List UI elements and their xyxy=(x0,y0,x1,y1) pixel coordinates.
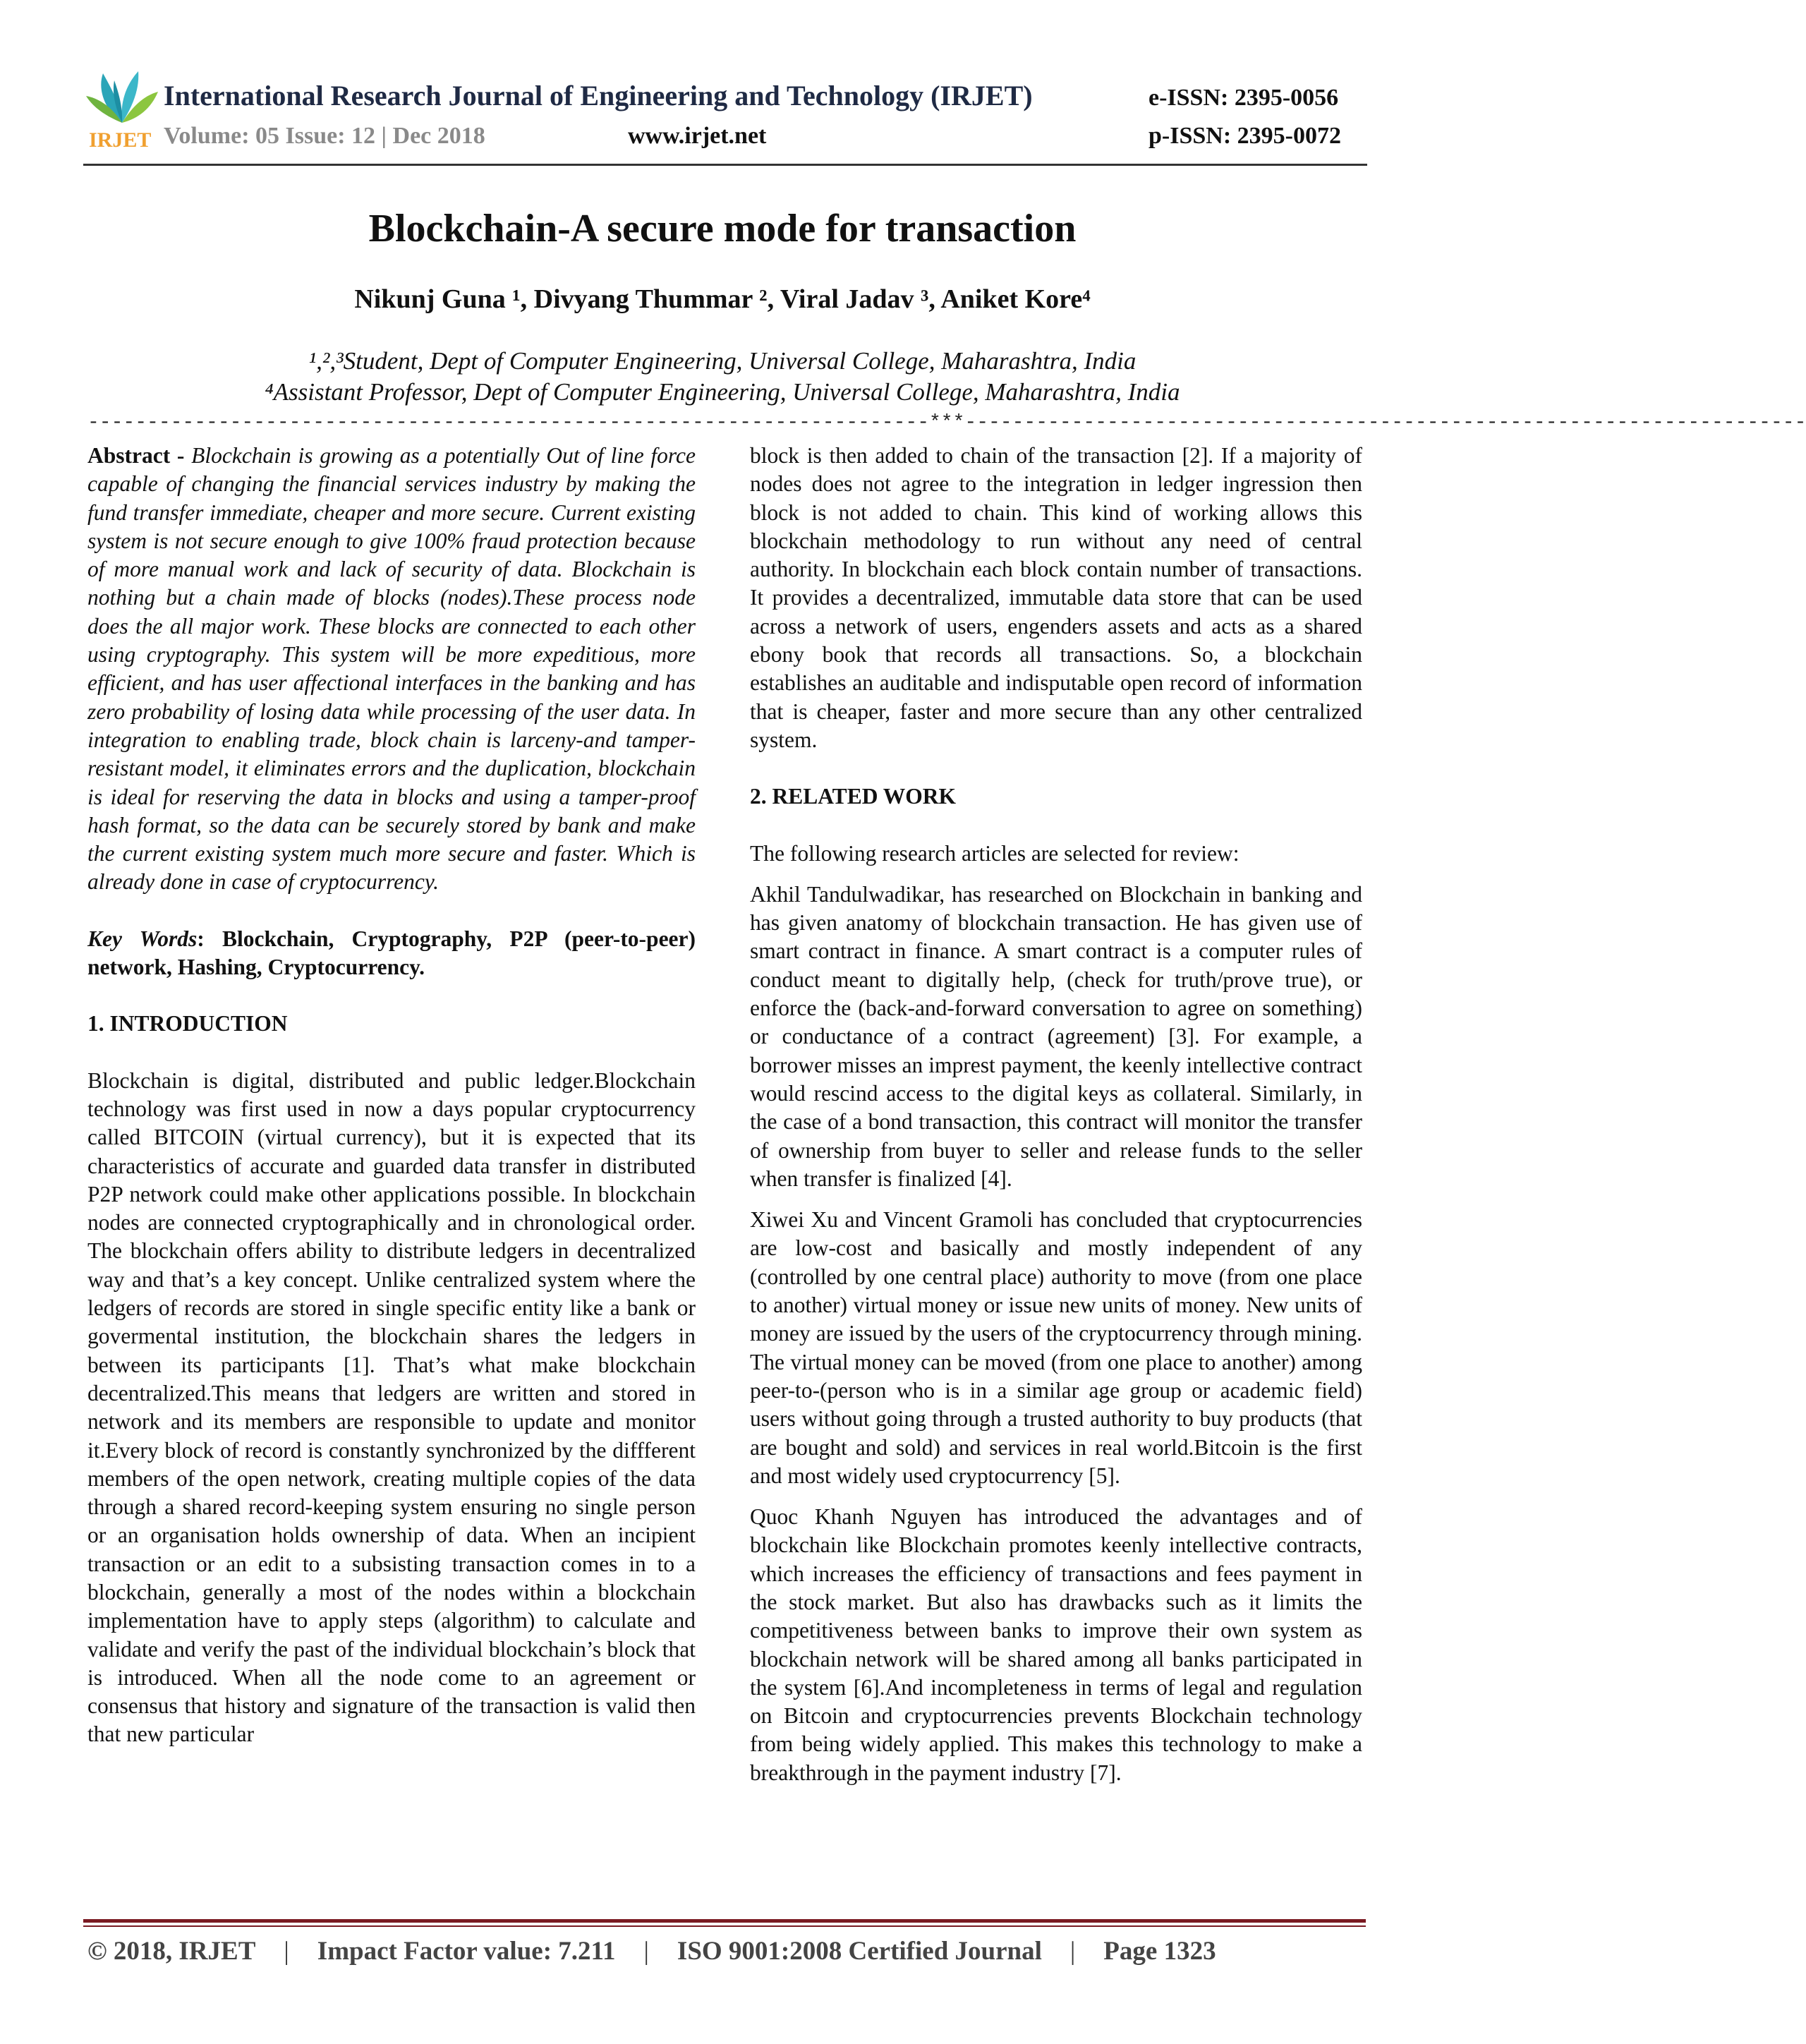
footer-rule-thin xyxy=(83,1925,1366,1927)
footer-divider: | xyxy=(1069,1937,1076,1966)
journal-title: International Research Journal of Engineering and Technology (IRJET) xyxy=(164,80,1033,111)
introduction-text: Blockchain is digital, distributed and public ledger.Blockchain technology was first used in now a days popular cryptocurrency called BITCOIN (virtual currency), but it is expected that its characteristics of accurate and guarded data transfer in distributed P2P network could make other applications possible. In blockchain nodes are connected cryptographically and in chronological order. The blockchain offers ability to distribute ledgers in decentralized way and that’s a key concept. Unlike centralized system where the ledgers of records are stored in single specific entity like a bank or govermental institution, the blockchain shares the ledgers in between its participants [1]. That’s what make blockchain decentralized.This means that ledgers are written and stored in network and its members are responsible to update and monitor it.Every block of record is constantly synchronized by the diffferent members of the open network, creating multiple copies of the data through a shared record-keeping system ensuring no single person or an organisation holds ownership of data. When an incipient transaction or an edit to a subsisting transaction comes in to a blockchain, generally a most of the nodes within a blockchain implementation have to apply steps (algorithm) to calculate and validate and verify the past of the individual blockchain’s block that is introduced. When all the node come to an agreement or consensus that history and signature of the transaction is valid then that new particular xyxy=(87,1068,696,1747)
footer-rule xyxy=(83,1919,1366,1923)
footer-divider: | xyxy=(284,1937,289,1966)
journal-website-link[interactable]: www.irjet.net xyxy=(628,123,767,149)
author-list: Nikunj Guna ¹, Divyang Thummar ², Viral Jadav ³, Aniket Kore⁴ xyxy=(354,284,1091,314)
section-separator: -----------------------------------------------------------------------***----------------------------------------------------------------------- xyxy=(87,412,1806,434)
abstract xyxy=(87,442,696,897)
footer-page-number: Page 1323 xyxy=(1103,1937,1216,1966)
related-work-paragraph: Xiwei Xu and Vincent Gramoli has concluded that cryptocurrencies are low-cost and basically and mostly independent of any (controlled by one central place) authority to move (from one place to another) virtual money or issue new units of money. New units of money are issued by the users of the cryptocurrency through mining. The virtual money can be moved (from one place to another) among peer-to-(person who is in a similar age group or academic field) users without going through a trusted authority to buy products (that are bought and sold) and services in real world.Bitcoin is the first and most widely used cryptocurrency [5]. xyxy=(750,1207,1362,1488)
related-work-paragraph: Akhil Tandulwadikar, has researched on Blockchain in banking and has given anatomy of blockchain transaction. He has given use of smart contract in finance. A smart contract is a computer rules of conduct meant to digitally help, (check for truth/prove true), or enforce the (back-and-forward conversation to agree on something) or conductance of a contract (agreement) [3]. For example, a borrower misses an imprest payment, the keenly intellective contract would rescind access to the digital keys as collateral. Similarly, in the case of a bond transaction, this contract will monitor the transfer of ownership from buyer to seller and release funds to the seller when transfer is finalized [4]. xyxy=(750,881,1362,1191)
abstract-text: Blockchain is growing as a potentially Out of line force capable of changing the financial services industry by making the fund transfer immediate, cheaper and more secure. Current existing system is not secure enough to give 100% fraud protection because of more manual work and lack of security of data. Blockchain is nothing but a chain made of blocks (nodes).These process node does the all major work. These blocks are connected to each other using cryptography. This system will be more expeditious, more efficient, and has user affectional interfaces in the banking and has zero probability of losing data while processing of the user data. In integration to enabling trade, block chain is larceny-and tamper-resistant model, it eliminates errors and the duplication, blockchain is ideal for reserving the data in blocks and using a tamper-proof hash format, so the data can be securely stored by bank and make the current existing system much more secure and faster. Which is already done in case of cryptocurrency. xyxy=(87,443,696,895)
related-work-intro: The following research articles are selected for review: xyxy=(750,840,1240,866)
e-issn: e-ISSN: 2395-0056 xyxy=(1149,85,1339,111)
keywords xyxy=(87,925,696,982)
journal-logo xyxy=(83,68,161,151)
affiliation-students: ¹,²,³Student, Dept of Computer Engineering, Universal College, Maharashtra, India xyxy=(308,347,1137,375)
right-column xyxy=(750,442,1362,1787)
page-footer xyxy=(87,1936,1366,1966)
paper-title: Blockchain-A secure mode for transaction xyxy=(368,207,1077,250)
abstract-label: Abstract - xyxy=(87,443,192,468)
section-heading-introduction: 1. INTRODUCTION xyxy=(87,1011,288,1036)
logo-text: IRJET xyxy=(89,128,152,152)
header-divider xyxy=(83,164,1367,166)
keywords-label: Key Words xyxy=(87,926,198,951)
related-work-paragraph: Quoc Khanh Nguyen has introduced the advantages and of blockchain like Blockchain promotes keenly intellective contracts, which increases the efficiency of transactions and fees payment in the stock market. But also has drawbacks such as it limits the competitiveness between banks to improve their own system as blockchain network will be shared among all banks participated in the system [6].And incompleteness in terms of legal and regulation on Bitcoin and cryptocurrencies prevents Blockchain technology from being widely applied. This makes this technology to make a breakthrough in the payment industry [7]. xyxy=(750,1504,1362,1785)
section-heading-related-work: 2. RELATED WORK xyxy=(750,784,957,809)
footer-impact-factor: Impact Factor value: 7.211 xyxy=(317,1937,616,1966)
introduction-continued: block is then added to chain of the transaction [2]. If a majority of nodes does not agree to the integration in ledger ingression then block is not added to chain. This kind of working allows this blockchain methodology to run without any need of central authority. In blockchain each block contain number of transactions. It provides a decentralized, immutable data store that can be used across a network of users, engenders assets and acts as a shared ebony book that records all transactions. So, a blockchain establishes an auditable and indisputable open record of information that is cheaper, faster and more secure than any other centralized system. xyxy=(750,443,1362,752)
p-issn: p-ISSN: 2395-0072 xyxy=(1149,123,1341,149)
keywords-text: : Blockchain, Cryptography, P2P (peer-to-peer) network, Hashing, Cryptocurrency. xyxy=(87,926,696,980)
footer-iso: ISO 9001:2008 Certified Journal xyxy=(677,1937,1042,1966)
footer-copyright: © 2018, IRJET xyxy=(87,1937,256,1966)
left-column xyxy=(87,442,696,1749)
affiliation-professor: ⁴Assistant Professor, Dept of Computer Engineering, Universal College, Maharashtra, India xyxy=(265,378,1180,406)
volume-issue: Volume: 05 Issue: 12 | Dec 2018 xyxy=(164,123,485,149)
footer-divider: | xyxy=(643,1937,649,1966)
